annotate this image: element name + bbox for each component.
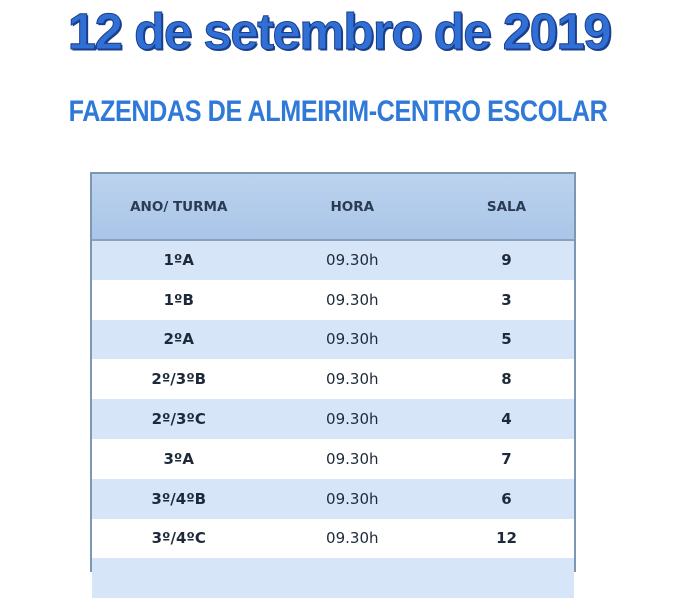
column-header-turma: ANO/ TURMA — [92, 174, 266, 240]
turma-cell: 2º/3ºB — [151, 370, 207, 389]
hora-cell: 09.30h — [326, 449, 379, 468]
sala-cell: 6 — [501, 489, 512, 508]
table-row — [92, 399, 574, 439]
turma-cell: 3ºA — [163, 449, 195, 468]
turma-cell: 3º/4ºB — [151, 489, 207, 508]
table-row — [92, 479, 574, 519]
turma-cell: 2ºA — [163, 330, 195, 349]
table-row — [92, 519, 574, 559]
hora-cell: 09.30h — [326, 290, 379, 309]
sala-cell: 3 — [501, 290, 512, 309]
schedule-table — [90, 172, 576, 572]
hora-cell: 09.30h — [326, 410, 379, 429]
table-header-row — [92, 174, 574, 240]
sala-cell: 9 — [501, 251, 512, 270]
sala-cell: 5 — [501, 330, 512, 349]
hora-cell: 09.30h — [326, 529, 379, 548]
hora-cell: 09.30h — [326, 370, 379, 389]
turma-cell: 1ºB — [163, 290, 194, 309]
column-header-sala: SALA — [439, 174, 574, 240]
turma-cell: 2º/3ºC — [151, 410, 206, 429]
table-row — [92, 359, 574, 399]
table-row — [92, 320, 574, 360]
table-row-partial — [92, 558, 574, 598]
table-row — [92, 240, 574, 280]
sala-cell: 4 — [501, 410, 512, 429]
table-row — [92, 439, 574, 479]
table-row — [92, 280, 574, 320]
hora-cell: 09.30h — [326, 330, 379, 349]
turma-cell: 3º/4ºC — [151, 529, 206, 548]
school-name: FAZENDAS DE ALMEIRIM-CENTRO ESCOLAR — [68, 95, 608, 128]
sala-cell: 7 — [501, 449, 512, 468]
hora-cell: 09.30h — [326, 489, 379, 508]
sala-cell: 8 — [501, 370, 512, 389]
column-header-hora: HORA — [266, 174, 440, 240]
page-title: 12 de setembro de 2019 — [67, 3, 611, 60]
hora-cell: 09.30h — [326, 251, 379, 270]
turma-cell: 1ºA — [163, 251, 195, 270]
sala-cell: 12 — [496, 529, 517, 548]
